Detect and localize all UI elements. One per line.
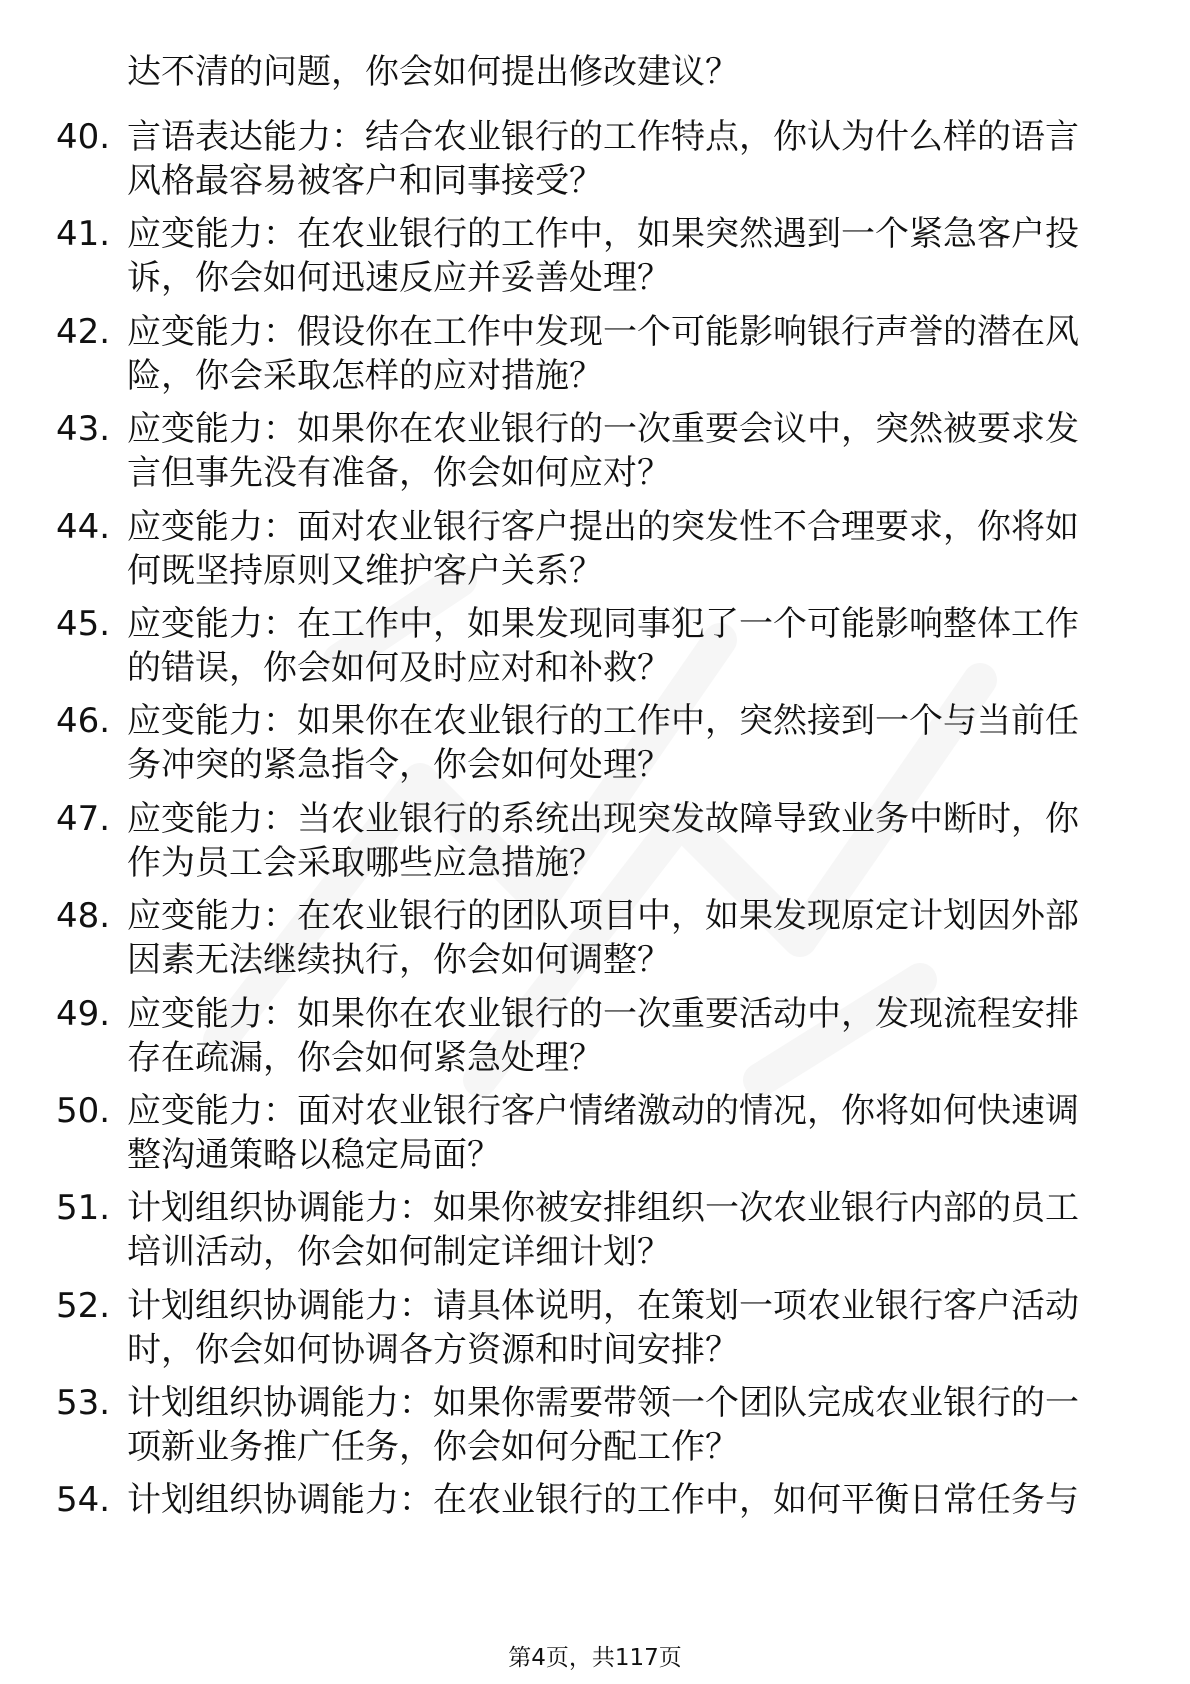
question-line-2: 险，你会采取怎样的应对措施？ — [127, 355, 603, 396]
question-item — [56, 1186, 1136, 1283]
question-item — [56, 602, 1136, 699]
question-line-2: 项新业务推广任务，你会如何分配工作？ — [127, 1427, 739, 1468]
question-item — [56, 115, 1136, 212]
question-line-1: 应变能力：面对农业银行客户提出的突发性不合理要求，你将如 — [127, 506, 1079, 547]
question-number: 45. — [56, 603, 111, 644]
question-item — [56, 1089, 1136, 1186]
question-line-1: 应变能力：在工作中，如果发现同事犯了一个可能影响整体工作 — [127, 603, 1079, 644]
question-number: 42. — [56, 311, 111, 352]
question-line-1: 应变能力：如果你在农业银行的工作中，突然接到一个与当前任 — [127, 701, 1079, 742]
question-item — [56, 699, 1136, 796]
question-number: 52. — [56, 1285, 111, 1326]
question-item — [56, 992, 1136, 1089]
question-line-2: 时，你会如何协调各方资源和时间安排？ — [127, 1329, 739, 1370]
question-line-2: 培训活动，你会如何制定详细计划？ — [127, 1232, 671, 1273]
question-line-2: 何既坚持原则又维护客户关系？ — [127, 550, 603, 591]
question-text — [127, 407, 1127, 495]
question-line-1: 应变能力：如果你在农业银行的一次重要会议中，突然被要求发 — [127, 409, 1079, 450]
question-item — [56, 407, 1136, 504]
question-item — [56, 894, 1136, 991]
question-number: 44. — [56, 506, 111, 547]
question-item — [56, 1284, 1136, 1381]
question-number: 46. — [56, 701, 111, 742]
question-text — [127, 1284, 1127, 1372]
question-item — [56, 1478, 1136, 1575]
question-text — [127, 602, 1127, 690]
question-item — [56, 310, 1136, 407]
question-line-1: 计划组织协调能力：如果你需要带领一个团队完成农业银行的一 — [127, 1383, 1079, 1424]
question-text — [127, 310, 1127, 398]
question-line-1: 应变能力：当农业银行的系统出现突发故障导致业务中断时，你 — [127, 798, 1079, 839]
question-text — [127, 212, 1127, 300]
question-line-2: 作为员工会采取哪些应急措施？ — [127, 842, 603, 883]
question-number: 51. — [56, 1188, 111, 1229]
question-number: 49. — [56, 993, 111, 1034]
question-line-1: 应变能力：假设你在工作中发现一个可能影响银行声誉的潜在风 — [127, 311, 1079, 352]
question-text — [127, 505, 1127, 593]
question-line-2: 言但事先没有准备，你会如何应对？ — [127, 453, 671, 494]
question-item — [56, 797, 1136, 894]
question-number: 43. — [56, 409, 111, 450]
question-text — [127, 1089, 1127, 1177]
question-item — [56, 212, 1136, 309]
question-line-2: 整沟通策略以稳定局面？ — [127, 1134, 501, 1175]
question-text — [127, 992, 1127, 1080]
question-number: 53. — [56, 1383, 111, 1424]
question-text — [127, 699, 1127, 787]
question-line-2: 存在疏漏，你会如何紧急处理？ — [127, 1037, 603, 1078]
continuation-line: 达不清的问题，你会如何提出修改建议？ — [127, 52, 739, 92]
question-list — [56, 115, 1136, 1576]
question-number: 50. — [56, 1090, 111, 1131]
question-number: 47. — [56, 798, 111, 839]
question-text — [127, 797, 1127, 885]
question-line-2: 诉，你会如何迅速反应并妥善处理？ — [127, 258, 671, 299]
question-line-2: 务冲突的紧急指令，你会如何处理？ — [127, 745, 671, 786]
question-item — [56, 1381, 1136, 1478]
question-item — [56, 505, 1136, 602]
question-line-1: 计划组织协调能力：请具体说明，在策划一项农业银行客户活动 — [127, 1285, 1079, 1326]
question-line-1: 言语表达能力：结合农业银行的工作特点，你认为什么样的语言 — [127, 117, 1079, 157]
question-line-1: 计划组织协调能力：如果你被安排组织一次农业银行内部的员工 — [127, 1188, 1079, 1229]
question-number: 41. — [56, 214, 111, 255]
question-line-2: 因素无法继续执行，你会如何调整？ — [127, 940, 671, 981]
question-line-1: 应变能力：面对农业银行客户情绪激动的情况，你将如何快速调 — [127, 1090, 1079, 1131]
question-line-1: 计划组织协调能力：在农业银行的工作中，如何平衡日常任务与 — [127, 1480, 1079, 1521]
question-line-2: 的错误，你会如何及时应对和补救？ — [127, 647, 671, 688]
question-line-1: 应变能力：在农业银行的工作中，如果突然遇到一个紧急客户投 — [127, 214, 1079, 255]
page-footer: 第4页，共117页 — [508, 1645, 682, 1671]
question-text — [127, 115, 1127, 203]
question-line-2: 风格最容易被客户和同事接受？ — [127, 161, 603, 201]
question-text — [127, 1478, 1127, 1522]
question-number: 48. — [56, 896, 111, 937]
question-number: 54. — [56, 1480, 111, 1521]
question-line-1: 应变能力：在农业银行的团队项目中，如果发现原定计划因外部 — [127, 896, 1079, 937]
question-line-1: 应变能力：如果你在农业银行的一次重要活动中，发现流程安排 — [127, 993, 1079, 1034]
question-text — [127, 1381, 1127, 1469]
question-number: 40. — [56, 117, 111, 157]
question-text — [127, 1186, 1127, 1274]
question-text — [127, 894, 1127, 982]
